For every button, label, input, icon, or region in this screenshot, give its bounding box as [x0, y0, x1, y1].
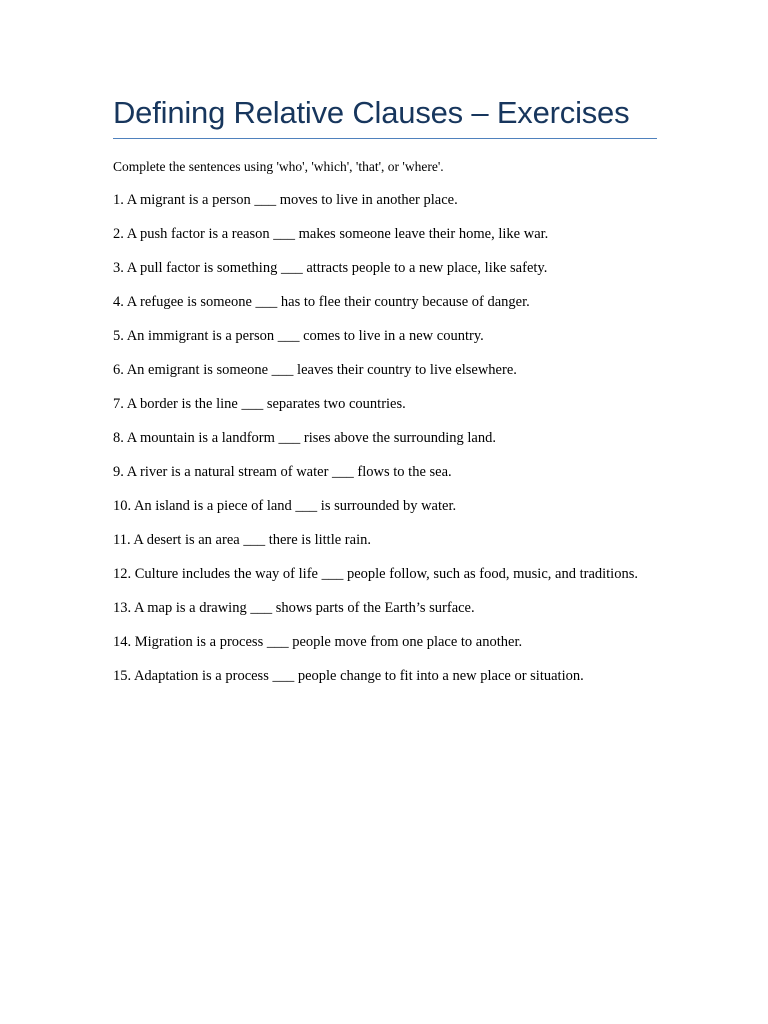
exercise-item: 3. A pull factor is something ___ attracts people to a new place, like safety. — [113, 260, 548, 276]
exercise-item: 13. A map is a drawing ___ shows parts of the Earth’s surface. — [113, 600, 475, 616]
exercise-item: 15. Adaptation is a process ___ people change to fit into a new place or situation. — [113, 668, 584, 684]
exercise-item: 4. A refugee is someone ___ has to flee their country because of danger. — [113, 294, 530, 310]
exercise-item: 14. Migration is a process ___ people move from one place to another. — [113, 634, 523, 650]
exercise-list — [113, 190, 657, 686]
exercise-item: 9. A river is a natural stream of water ___ flows to the sea. — [113, 464, 452, 480]
exercise-item: 10. An island is a piece of land ___ is surrounded by water. — [113, 498, 457, 514]
exercise-item: 8. A mountain is a landform ___ rises above the surrounding land. — [113, 430, 496, 446]
page-title: Defining Relative Clauses – Exercises — [113, 92, 657, 139]
exercise-item: 7. A border is the line ___ separates two countries. — [113, 396, 406, 412]
instruction-text: Complete the sentences using 'who', 'which', 'that', or 'where'. — [113, 159, 444, 174]
exercise-item: 5. An immigrant is a person ___ comes to live in a new country. — [113, 328, 484, 344]
exercise-item: 12. Culture includes the way of life ___ people follow, such as food, music, and traditions. — [113, 566, 638, 582]
exercise-item: 11. A desert is an area ___ there is little rain. — [113, 532, 371, 548]
exercise-item: 2. A push factor is a reason ___ makes someone leave their home, like war. — [113, 226, 549, 242]
exercise-item: 6. An emigrant is someone ___ leaves their country to live elsewhere. — [113, 362, 517, 378]
exercise-item: 1. A migrant is a person ___ moves to live in another place. — [113, 192, 458, 208]
document-content — [113, 92, 657, 700]
